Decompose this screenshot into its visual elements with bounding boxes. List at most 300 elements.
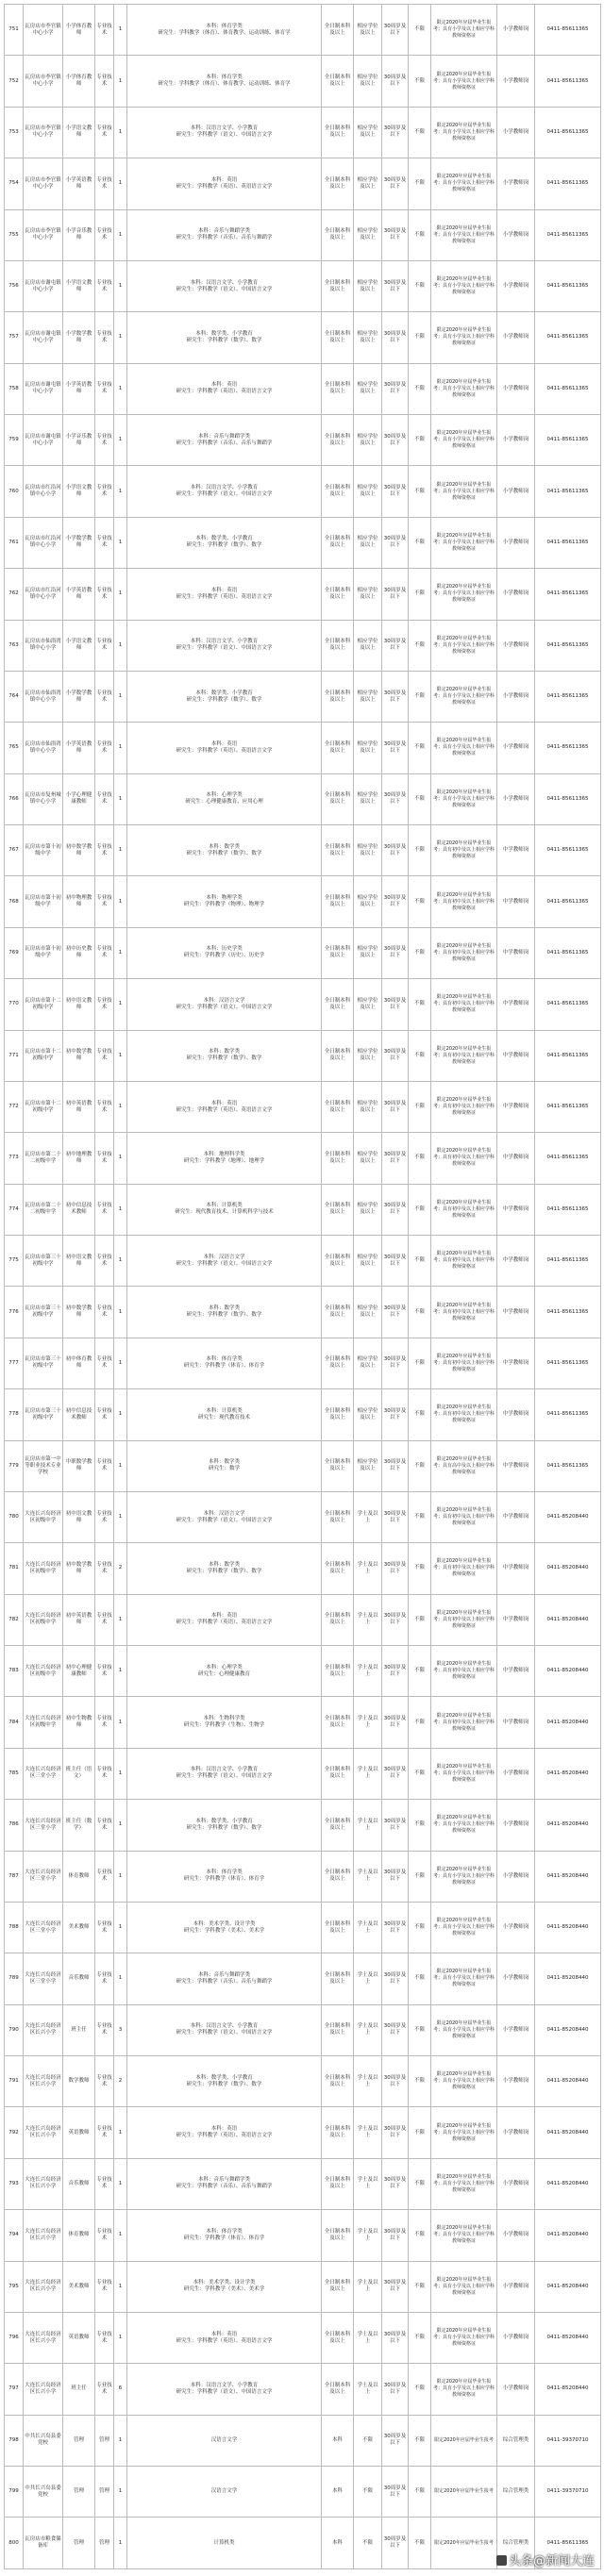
table-row [5,2158,601,2209]
cell-headcount: 1 [114,1697,127,1748]
cell-phone: 0411-85611365 [535,825,601,876]
cell-other-conditions: 限定2020年应届毕业生报考；具有初中及以上相应学科教师资格证 [431,1697,497,1748]
cell-other-conditions: 限定2020年应届毕业生报考；具有小学及以上相应学科教师资格证 [431,773,497,824]
table-row [5,312,601,363]
cell-unit-name: 瓦房店市第十二初级中学 [24,1030,63,1081]
cell-political: 不限 [409,1953,431,2004]
table-row [5,1030,601,1081]
cell-position-name: 初中信息技术教师 [63,1389,95,1440]
cell-position-type: 专业技术 [95,2210,114,2261]
cell-unit-name: 大连长兴岛经济区三堂小学 [24,1748,63,1799]
table-row [5,5,601,56]
cell-phone: 0411-85611365 [535,1287,601,1338]
cell-exam-category: 小学教师岗 [497,415,535,466]
cell-education: 全日制本科及以上 [322,56,354,107]
cell-position-name: 初中语文教师 [63,979,95,1030]
cell-age: 30周岁及以下 [382,671,409,722]
cell-other-conditions: 限定2020年应届毕业生报考；具有小学及以上相应学科教师资格证 [431,723,497,773]
cell-political: 不限 [409,209,431,260]
table-row [5,209,601,260]
cell-education: 全日制本科及以上 [322,1389,354,1440]
cell-headcount: 1 [114,876,127,927]
cell-exam-category: 小学教师岗 [497,2261,535,2312]
cell-row-number: 780 [5,1491,24,1542]
cell-major: 本科：计算机类 研究生：现代教育技术 [127,1389,322,1440]
cell-education: 全日制本科及以上 [322,876,354,927]
cell-age: 30周岁及以下 [382,2004,409,2055]
cell-position-type: 专业技术 [95,1851,114,1902]
cell-phone: 0411-85208440 [535,2312,601,2363]
cell-exam-category: 综合管理类 [497,2415,535,2466]
cell-position-name: 小学英语教师 [63,158,95,209]
cell-phone: 0411-85208440 [535,2107,601,2158]
cell-other-conditions: 限定2020年应届毕业生报考 [431,2518,497,2568]
cell-political: 不限 [409,1594,431,1645]
cell-unit-name: 大连长兴岛经济区三堂小学 [24,1902,63,1953]
cell-headcount: 6 [114,2364,127,2415]
cell-political: 不限 [409,2158,431,2209]
cell-phone: 0411-39370710 [535,2415,601,2466]
cell-phone: 0411-85611365 [535,466,601,517]
cell-political: 不限 [409,2056,431,2107]
cell-headcount: 1 [114,2467,127,2518]
cell-other-conditions: 限定2020年应届毕业生报考；具有小学及以上相应学科教师资格证 [431,620,497,671]
cell-row-number: 789 [5,1953,24,2004]
table-row [5,2364,601,2415]
cell-phone: 0411-85611365 [535,1236,601,1287]
cell-age: 30周岁及以下 [382,107,409,158]
cell-position-name: 初中信息技术教师 [63,1184,95,1235]
cell-position-name: 初中英语教师 [63,1081,95,1132]
cell-position-name: 初中体育教师 [63,1338,95,1388]
cell-major: 本科：体育学类 研究生：学科教学（体育）、体育学 [127,1338,322,1388]
cell-political: 不限 [409,2415,431,2466]
cell-unit-name: 瓦房店市红沿河镇中心小学 [24,466,63,517]
cell-unit-name: 瓦房店市第十初级中学 [24,927,63,978]
cell-unit-name: 瓦房店市仙浴湾镇中心小学 [24,620,63,671]
cell-major: 本科：汉语言文学 研究生：学科教学（语文）、中国语言文学 [127,1491,322,1542]
cell-headcount: 1 [114,1953,127,2004]
table-row [5,466,601,517]
cell-other-conditions: 限定2020年应届毕业生报考；具有初中及以上相应学科教师资格证 [431,1594,497,1645]
cell-headcount: 1 [114,158,127,209]
cell-education: 全日制本科及以上 [322,1594,354,1645]
cell-headcount: 1 [114,107,127,158]
cell-position-type: 专业技术 [95,1236,114,1287]
cell-headcount: 1 [114,2312,127,2363]
cell-unit-name: 大连长兴岛经济区长兴小学 [24,2158,63,2209]
cell-major: 本科：音乐与舞蹈学类 研究生：学科教学（音乐）、音乐与舞蹈学 [127,2158,322,2209]
cell-other-conditions: 限定2020年应届毕业生报考；具有小学及以上相应学科教师资格证 [431,5,497,56]
cell-phone: 0411-85208440 [535,2158,601,2209]
cell-position-type: 专业技术 [95,1697,114,1748]
cell-education: 全日制本科及以上 [322,1184,354,1235]
cell-exam-category: 中学教师岗 [497,1236,535,1287]
cell-phone: 0411-85208440 [535,1748,601,1799]
cell-position-type: 专业技术 [95,1902,114,1953]
cell-age: 30周岁及以下 [382,260,409,311]
cell-row-number: 759 [5,415,24,466]
cell-political: 不限 [409,466,431,517]
cell-other-conditions: 限定2020年应届毕业生报考；具有初中及以上相应学科教师资格证 [431,1030,497,1081]
cell-age: 30周岁及以下 [382,1338,409,1388]
cell-position-type: 管理 [95,2518,114,2568]
cell-phone: 0411-85611365 [535,1133,601,1184]
table-row [5,1800,601,1851]
cell-political: 不限 [409,2312,431,2363]
cell-unit-name: 瓦房店市第十二初级中学 [24,979,63,1030]
table-row [5,1902,601,1953]
cell-other-conditions: 限定2020年应届毕业生报考；具有小学及以上相应学科教师资格证 [431,2261,497,2312]
cell-exam-category: 中学教师岗 [497,1594,535,1645]
cell-headcount: 1 [114,927,127,978]
cell-political: 不限 [409,1184,431,1235]
cell-phone: 0411-85208440 [535,1697,601,1748]
cell-education: 全日制本科及以上 [322,1953,354,2004]
cell-exam-category: 小学教师岗 [497,260,535,311]
cell-unit-name: 大连长兴岛经济区三堂小学 [24,1953,63,2004]
cell-education: 全日制本科及以上 [322,927,354,978]
cell-position-type: 专业技术 [95,363,114,414]
cell-position-type: 专业技术 [95,1800,114,1851]
cell-position-name: 中职数学教师 [63,1440,95,1491]
table-row [5,979,601,1030]
cell-degree: 学士及以上 [354,2158,382,2209]
cell-degree: 相应学位及以上 [354,5,382,56]
cell-political: 不限 [409,2210,431,2261]
cell-position-type: 专业技术 [95,2004,114,2055]
cell-position-type: 专业技术 [95,1338,114,1388]
cell-major: 本科：数学类、小学教育 研究生：学科教学（数学）、数学 [127,312,322,363]
cell-major: 本科：体育学类 研究生：学科教学（体育）、体育教学、运动训练、体育学 [127,5,322,56]
cell-row-number: 753 [5,107,24,158]
cell-position-name: 班主任（语文） [63,1748,95,1799]
cell-unit-name: 瓦房店市第十初级中学 [24,876,63,927]
cell-exam-category: 小学教师岗 [497,209,535,260]
cell-headcount: 2 [114,1543,127,1594]
cell-age: 30周岁及以下 [382,2056,409,2107]
cell-position-name: 小学英语教师 [63,723,95,773]
cell-age: 30周岁及以下 [382,2312,409,2363]
cell-position-name: 管理 [63,2415,95,2466]
cell-position-name: 美术教师 [63,1902,95,1953]
cell-political: 不限 [409,1851,431,1902]
cell-education: 全日制本科及以上 [322,2004,354,2055]
cell-degree: 相应学位及以上 [354,1389,382,1440]
cell-exam-category: 小学教师岗 [497,1748,535,1799]
cell-position-name: 小学体育教师 [63,5,95,56]
cell-unit-name: 瓦房店市第二十二初级中学 [24,1184,63,1235]
cell-age: 30周岁及以下 [382,1491,409,1542]
table-row [5,927,601,978]
cell-position-name: 初中英语教师 [63,1594,95,1645]
cell-other-conditions: 限定2020年应届毕业生报考；具有小学及以上相应学科教师资格证 [431,2004,497,2055]
cell-major: 本科：汉语言文学、小学教育 研究生：学科教学（语文）、中国语言文学 [127,107,322,158]
cell-position-type: 管理 [95,2467,114,2518]
table-row [5,1594,601,1645]
cell-phone: 0411-85208440 [535,2261,601,2312]
cell-unit-name: 大连长兴岛经济区长兴小学 [24,2056,63,2107]
cell-row-number: 776 [5,1287,24,1338]
cell-position-name: 小学英语教师 [63,363,95,414]
cell-headcount: 1 [114,2261,127,2312]
cell-education: 全日制本科及以上 [322,415,354,466]
cell-headcount: 1 [114,2210,127,2261]
cell-exam-category: 小学教师岗 [497,312,535,363]
cell-phone: 0411-85611365 [535,1440,601,1491]
cell-exam-category: 小学教师岗 [497,2312,535,2363]
cell-degree: 相应学位及以上 [354,1030,382,1081]
cell-major: 本科：数学类、小学教育 研究生：学科教学（数学）、数学 [127,2056,322,2107]
cell-unit-name: 大连长兴岛经济区长兴小学 [24,2107,63,2158]
cell-headcount: 1 [114,1236,127,1287]
cell-unit-name: 大连长兴岛经济区长兴小学 [24,2261,63,2312]
cell-degree: 相应学位及以上 [354,107,382,158]
cell-position-type: 专业技术 [95,1953,114,2004]
cell-age: 30周岁及以下 [382,1646,409,1697]
cell-exam-category: 综合管理类 [497,2467,535,2518]
cell-position-type: 专业技术 [95,415,114,466]
watermark-brand: 头条 [508,2554,533,2568]
cell-education: 全日制本科及以上 [322,2364,354,2415]
cell-unit-name: 瓦房店市谢屯镇中心小学 [24,312,63,363]
cell-exam-category: 中学教师岗 [497,1543,535,1594]
cell-other-conditions: 限定2020年应届毕业生报考；具有小学及以上相应学科教师资格证 [431,2364,497,2415]
cell-education: 全日制本科及以上 [322,1133,354,1184]
table-row [5,671,601,722]
cell-degree: 相应学位及以上 [354,1236,382,1287]
cell-exam-category: 中学教师岗 [497,825,535,876]
cell-position-name: 小学语文教师 [63,466,95,517]
cell-unit-name: 瓦房店市李官镇中心小学 [24,56,63,107]
cell-row-number: 755 [5,209,24,260]
cell-major: 本科：历史学类 研究生：学科教学（历史）、历史学 [127,927,322,978]
cell-major: 本科：数学类、小学教育 研究生：学科教学（数学）、数学 [127,1800,322,1851]
cell-degree: 相应学位及以上 [354,927,382,978]
cell-position-name: 小学体育教师 [63,56,95,107]
cell-other-conditions: 限定2020年应届毕业生报考；具有小学及以上相应学科教师资格证 [431,363,497,414]
cell-position-type: 专业技术 [95,1543,114,1594]
cell-position-type: 专业技术 [95,107,114,158]
cell-education: 全日制本科及以上 [322,1697,354,1748]
cell-major: 本科：英语 研究生：学科教学（英语）、英语语言文学 [127,723,322,773]
table-row [5,1491,601,1542]
cell-education: 全日制本科及以上 [322,723,354,773]
cell-phone: 0411-85208440 [535,1543,601,1594]
cell-political: 不限 [409,2261,431,2312]
cell-age: 30周岁及以下 [382,1287,409,1338]
cell-degree: 相应学位及以上 [354,517,382,568]
cell-headcount: 1 [114,209,127,260]
cell-row-number: 768 [5,876,24,927]
cell-exam-category: 小学教师岗 [497,1902,535,1953]
cell-exam-category: 小学教师岗 [497,2158,535,2209]
cell-other-conditions: 限定2020年应届毕业生报考；具有初中及以上相应学科教师资格证 [431,876,497,927]
cell-row-number: 765 [5,723,24,773]
cell-degree: 学士及以上 [354,2107,382,2158]
cell-education: 全日制本科及以上 [322,1800,354,1851]
cell-age: 30周岁及以下 [382,723,409,773]
cell-major: 本科：体育学类 研究生：学科教学（体育）、体育教学、运动训练、体育学 [127,56,322,107]
table-row [5,773,601,824]
cell-age: 30周岁及以下 [382,2107,409,2158]
cell-unit-name: 大连长兴岛经济区三堂小学 [24,1851,63,1902]
cell-political: 不限 [409,620,431,671]
cell-position-type: 专业技术 [95,773,114,824]
cell-position-name: 小学音乐教师 [63,415,95,466]
cell-exam-category: 小学教师岗 [497,466,535,517]
cell-unit-name: 大连长兴岛经济区初级中学 [24,1543,63,1594]
cell-political: 不限 [409,363,431,414]
cell-row-number: 786 [5,1800,24,1851]
cell-row-number: 788 [5,1902,24,1953]
cell-phone: 0411-85611365 [535,1184,601,1235]
cell-education: 全日制本科及以上 [322,569,354,620]
cell-political: 不限 [409,1236,431,1287]
cell-unit-name: 瓦房店市李官镇中心小学 [24,209,63,260]
cell-age: 30周岁及以下 [382,569,409,620]
cell-headcount: 1 [114,1338,127,1388]
cell-unit-name: 瓦房店市红沿河镇中心小学 [24,517,63,568]
cell-political: 不限 [409,517,431,568]
cell-major: 本科：数学类、小学教育 研究生：学科教学（数学）、数学 [127,671,322,722]
cell-row-number: 762 [5,569,24,620]
cell-education: 全日制本科及以上 [322,158,354,209]
cell-education: 全日制本科及以上 [322,2261,354,2312]
cell-position-type: 专业技术 [95,927,114,978]
cell-other-conditions: 限定2020年应届毕业生报考；具有小学及以上相应学科教师资格证 [431,2107,497,2158]
cell-exam-category: 中学教师岗 [497,1184,535,1235]
cell-age: 30周岁及以下 [382,2210,409,2261]
cell-unit-name: 瓦房店市红沿河镇中心小学 [24,569,63,620]
cell-political: 不限 [409,1030,431,1081]
cell-major: 本科：生物科学类 研究生：学科教学（生物）、生物学 [127,1697,322,1748]
cell-education: 全日制本科及以上 [322,1081,354,1132]
cell-row-number: 751 [5,5,24,56]
cell-row-number: 793 [5,2158,24,2209]
cell-major: 本科：英语 研究生：学科教学（英语）、英语语言文学 [127,1594,322,1645]
cell-phone: 0411-85611365 [535,620,601,671]
cell-exam-category: 中学教师岗 [497,927,535,978]
cell-other-conditions: 限定2020年应届毕业生报考；具有小学及以上相应学科教师资格证 [431,1953,497,2004]
cell-political: 不限 [409,1902,431,1953]
cell-unit-name: 瓦房店市第三十初级中学 [24,1389,63,1440]
cell-row-number: 781 [5,1543,24,1594]
cell-position-type: 专业技术 [95,671,114,722]
cell-position-name: 美术教师 [63,2261,95,2312]
recruitment-table [4,4,601,2569]
cell-position-type: 专业技术 [95,1081,114,1132]
cell-degree: 相应学位及以上 [354,1081,382,1132]
cell-major: 本科：美术学类、设计学类 研究生：学科教学（美术）、美术学 [127,2261,322,2312]
cell-row-number: 783 [5,1646,24,1697]
cell-headcount: 1 [114,569,127,620]
cell-unit-name: 瓦房店市第一中等职业技术专业学校 [24,1440,63,1491]
cell-row-number: 773 [5,1133,24,1184]
cell-phone: 0411-85611365 [535,260,601,311]
cell-other-conditions: 限定2020年应届毕业生报考 [431,2415,497,2466]
table-row [5,2415,601,2466]
cell-row-number: 778 [5,1389,24,1440]
cell-exam-category: 小学教师岗 [497,620,535,671]
cell-position-type: 专业技术 [95,158,114,209]
cell-headcount: 1 [114,979,127,1030]
cell-age: 30周岁及以下 [382,158,409,209]
cell-other-conditions: 限定2020年应届毕业生报考；具有小学及以上相应学科教师资格证 [431,158,497,209]
cell-unit-name: 瓦房店市第三十初级中学 [24,1287,63,1338]
cell-age: 30周岁及以下 [382,1953,409,2004]
cell-exam-category: 小学教师岗 [497,1953,535,2004]
cell-position-type: 管理 [95,2415,114,2466]
cell-phone: 0411-85208440 [535,1594,601,1645]
cell-degree: 不限 [354,2467,382,2518]
cell-political: 不限 [409,876,431,927]
cell-position-name: 初中数学教师 [63,1030,95,1081]
cell-phone: 0411-85611365 [535,2518,601,2568]
table-row [5,56,601,107]
cell-degree: 相应学位及以上 [354,979,382,1030]
cell-phone: 0411-85611365 [535,773,601,824]
cell-phone: 0411-39370710 [535,2467,601,2518]
cell-political: 不限 [409,1646,431,1697]
cell-other-conditions: 限定2020年应届毕业生报考；具有初中及以上相应学科教师资格证 [431,1646,497,1697]
toutiao-logo-icon [496,2555,507,2566]
table-row [5,107,601,158]
cell-degree: 相应学位及以上 [354,671,382,722]
cell-position-name: 英语教师 [63,2107,95,2158]
cell-degree: 相应学位及以上 [354,773,382,824]
cell-exam-category: 小学教师岗 [497,2004,535,2055]
cell-major: 本科：汉语言文学、小学教育 研究生：学科教学（语文）、中国语言文学 [127,466,322,517]
cell-position-name: 班主任 [63,2004,95,2055]
table-row [5,620,601,671]
cell-other-conditions: 限定2020年应届毕业生报考；具有高中及以上相应学科教师资格证 [431,1440,497,1491]
cell-exam-category: 小学教师岗 [497,2056,535,2107]
cell-unit-name: 大连长兴岛经济区长兴小学 [24,2004,63,2055]
cell-row-number: 797 [5,2364,24,2415]
cell-headcount: 1 [114,1902,127,1953]
cell-position-name: 数学教师 [63,2056,95,2107]
cell-unit-name: 大连长兴岛经济区初级中学 [24,1646,63,1697]
cell-headcount: 1 [114,1081,127,1132]
cell-education: 本科 [322,2518,354,2568]
table-row [5,1081,601,1132]
cell-position-type: 专业技术 [95,1389,114,1440]
cell-row-number: 799 [5,2467,24,2518]
cell-exam-category: 综合管理类 [497,2518,535,2568]
cell-age: 30周岁及以下 [382,979,409,1030]
cell-degree: 相应学位及以上 [354,876,382,927]
cell-position-type: 专业技术 [95,1646,114,1697]
cell-major: 汉语言文学 [127,2415,322,2466]
cell-headcount: 1 [114,260,127,311]
cell-position-name: 初中语文教师 [63,1236,95,1287]
cell-other-conditions: 限定2020年应届毕业生报考；具有小学及以上相应学科教师资格证 [431,56,497,107]
cell-row-number: 761 [5,517,24,568]
cell-headcount: 2 [114,2056,127,2107]
cell-degree: 学士及以上 [354,1491,382,1542]
cell-age: 30周岁及以下 [382,2364,409,2415]
cell-row-number: 785 [5,1748,24,1799]
cell-political: 不限 [409,773,431,824]
cell-degree: 学士及以上 [354,2056,382,2107]
cell-age: 30周岁及以下 [382,620,409,671]
cell-position-name: 小学数学教师 [63,517,95,568]
cell-unit-name: 大连长兴岛经济区初级中学 [24,1491,63,1542]
cell-headcount: 1 [114,773,127,824]
cell-position-name: 音乐教师 [63,2158,95,2209]
cell-major: 计算机类 [127,2518,322,2568]
